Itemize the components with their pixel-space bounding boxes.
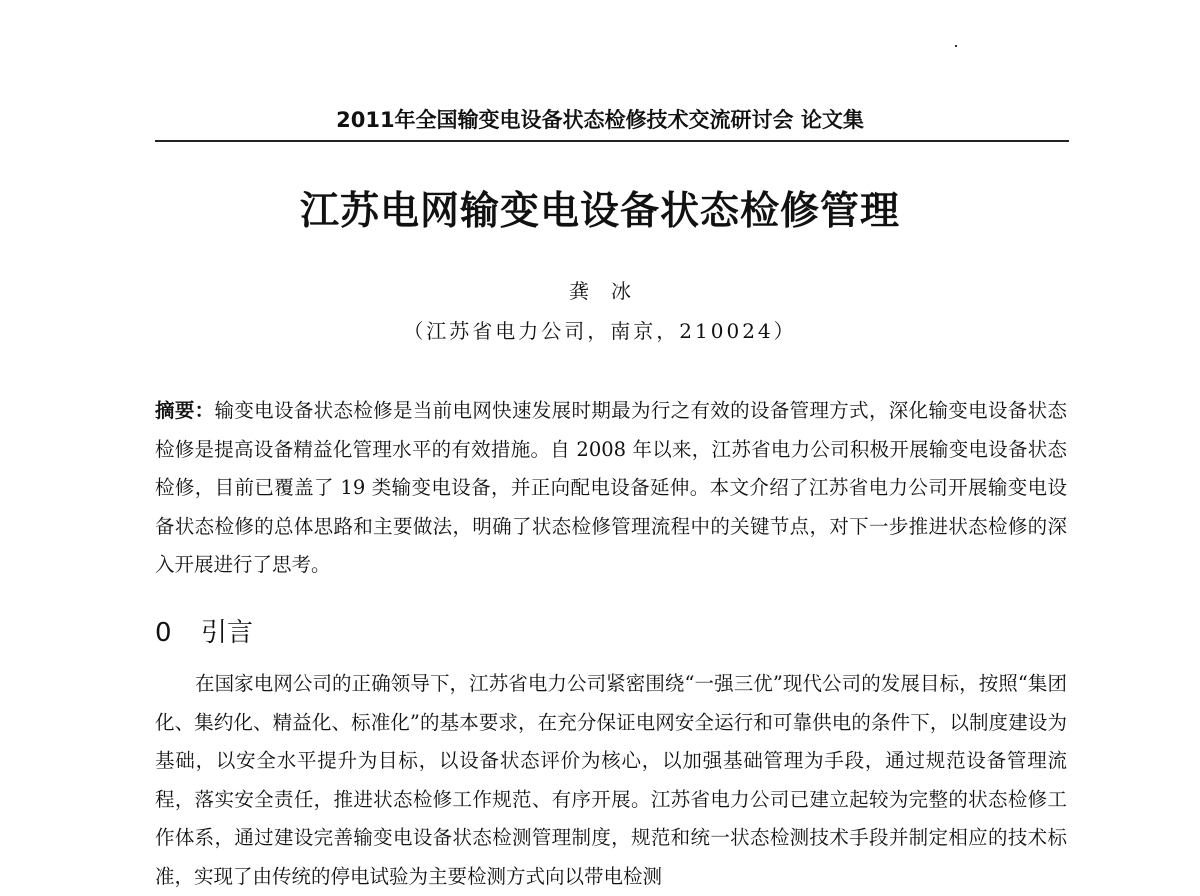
proceedings-header: 2011年全国输变电设备状态检修技术交流研讨会 论文集: [336, 108, 864, 132]
abstract: [155, 392, 1067, 585]
section-number: 0: [155, 618, 172, 648]
header-rule: [155, 140, 1069, 142]
abstract-label: 摘要：: [155, 399, 215, 422]
author-name: 龚冰: [569, 279, 653, 303]
scan-speck: [955, 45, 957, 47]
abstract-text: 输变电设备状态检修是当前电网快速发展时期最为行之有效的设备管理方式，深化输变电设备状态检修是提高设备精益化管理水平的有效措施。自 2008 年以来，江苏省电力公司积极开展输变电设备状态检修，目前已覆盖了 19 类输变电设备，并正向配电设备延伸。本文介绍了江苏省电力公司开展输变电设备状态检修的总体思路和主要做法，明确了状态检修管理流程中的关键节点，对下一步推进状态检修的深入开展进行了思考。: [155, 399, 1067, 576]
section-heading: [155, 612, 253, 649]
section-title: 引言: [201, 618, 254, 648]
paper-title: 江苏电网输变电设备状态检修管理: [299, 189, 900, 234]
author-affiliation: （江苏省电力公司，南京，210024）: [403, 319, 797, 343]
body-paragraph: 在国家电网公司的正确领导下，江苏省电力公司紧密围绕“一强三优”现代公司的发展目标，按照“集团化、集约化、精益化、标准化”的基本要求，在充分保证电网安全运行和可靠供电的条件下，以制度建设为基础，以安全水平提升为目标，以设备状态评价为核心，以加强基础管理为手段，通过规范设备管理流程，落实安全责任，推进状态检修工作规范、有序开展。江苏省电力公司已建立起较为完整的状态检修工作体系，通过建设完善输变电设备状态检测管理制度，规范和统一状态检测技术手段并制定相应的技术标准，实现了由传统的停电试验为主要检测方式向以带电检测: [155, 672, 1067, 888]
